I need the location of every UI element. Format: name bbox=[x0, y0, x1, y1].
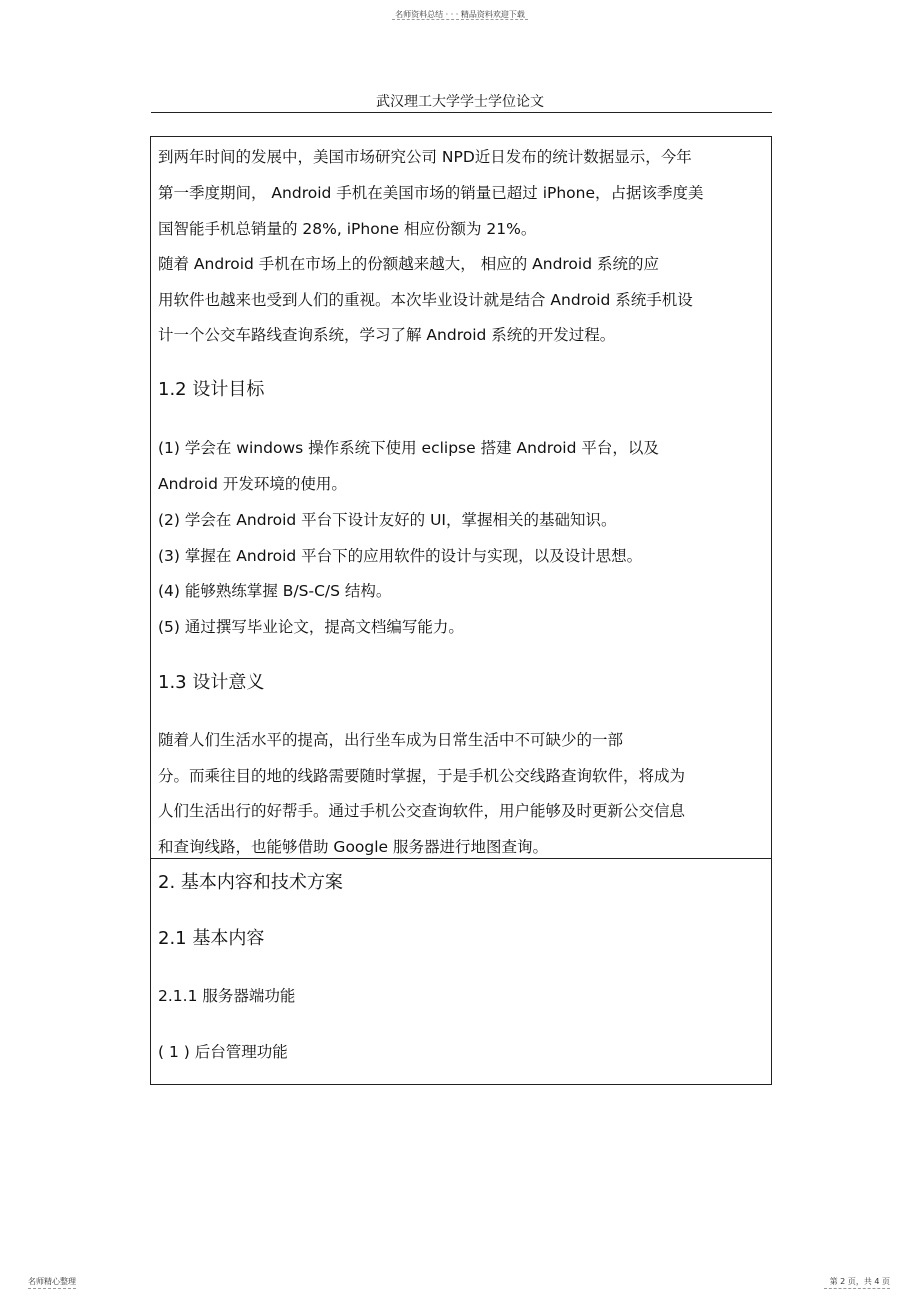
content-frame-1 bbox=[150, 136, 772, 859]
section-heading-2-1: 2.1 基本内容 bbox=[158, 928, 265, 949]
section-heading-1-3: 1.3 设计意义 bbox=[158, 672, 265, 693]
paragraph-line: 和查询线路，也能够借助 Google 服务器进行地图查询。 bbox=[158, 838, 549, 856]
paragraph-line: 第一季度期间， Android 手机在美国市场的销量已超过 iPhone，占据该季度美 bbox=[158, 184, 704, 202]
paragraph-line: 随着 Android 手机在市场上的份额越来越大， 相应的 Android 系统的应 bbox=[158, 255, 659, 273]
header-rule bbox=[151, 112, 772, 113]
section-heading-1-2: 1.2 设计目标 bbox=[158, 379, 265, 400]
paragraph-line: 用软件也越来也受到人们的重视。本次毕业设计就是结合 Android 系统手机设 bbox=[158, 291, 693, 309]
banner-divider bbox=[392, 19, 528, 20]
section-heading-2: 2. 基本内容和技术方案 bbox=[158, 872, 343, 893]
page-number: 第 2 页，共 4 页 bbox=[829, 1277, 890, 1286]
paragraph-line: 到两年时间的发展中，美国市场研究公司 NPD近日发布的统计数据显示，今年 bbox=[158, 148, 692, 166]
paragraph-line: 计一个公交车路线查询系统，学习了解 Android 系统的开发过程。 bbox=[158, 326, 616, 344]
paragraph-line: 随着人们生活水平的提高，出行坐车成为日常生活中不可缺少的一部 bbox=[158, 731, 624, 749]
goal-item-3: (3) 掌握在 Android 平台下的应用软件的设计与实现，以及设计思想。 bbox=[158, 547, 643, 565]
footer-right-divider bbox=[824, 1288, 890, 1289]
paragraph-line: 人们生活出行的好帮手。通过手机公交查询软件，用户能够及时更新公交信息 bbox=[158, 802, 686, 820]
page-header-title: 武汉理工大学学士学位论文 bbox=[376, 94, 544, 110]
paragraph-line: 分。而乘往目的地的线路需要随时掌握，于是手机公交线路查询软件，将成为 bbox=[158, 767, 686, 785]
goal-item-1-cont: Android 开发环境的使用。 bbox=[158, 475, 347, 493]
goal-item-2: (2) 学会在 Android 平台下设计友好的 UI，掌握相关的基础知识。 bbox=[158, 511, 617, 529]
footer-left-text: 名师精心整理 bbox=[28, 1277, 76, 1286]
goal-item-5: (5) 通过撰写毕业论文，提高文档编写能力。 bbox=[158, 618, 464, 636]
subsection-heading-2-1-1: 2.1.1 服务器端功能 bbox=[158, 987, 296, 1005]
goal-item-1: (1) 学会在 windows 操作系统下使用 eclipse 搭建 Android 平台，以及 bbox=[158, 439, 659, 457]
download-banner: 名师资料总结 · · · 精品资料欢迎下载 bbox=[395, 10, 525, 19]
footer-left-divider bbox=[28, 1288, 76, 1289]
goal-item-4: (4) 能够熟练掌握 B/S-C/S 结构。 bbox=[158, 582, 392, 600]
list-item: ( 1 ) 后台管理功能 bbox=[158, 1043, 288, 1061]
paragraph-line: 国智能手机总销量的 28%, iPhone 相应份额为 21%。 bbox=[158, 220, 537, 238]
